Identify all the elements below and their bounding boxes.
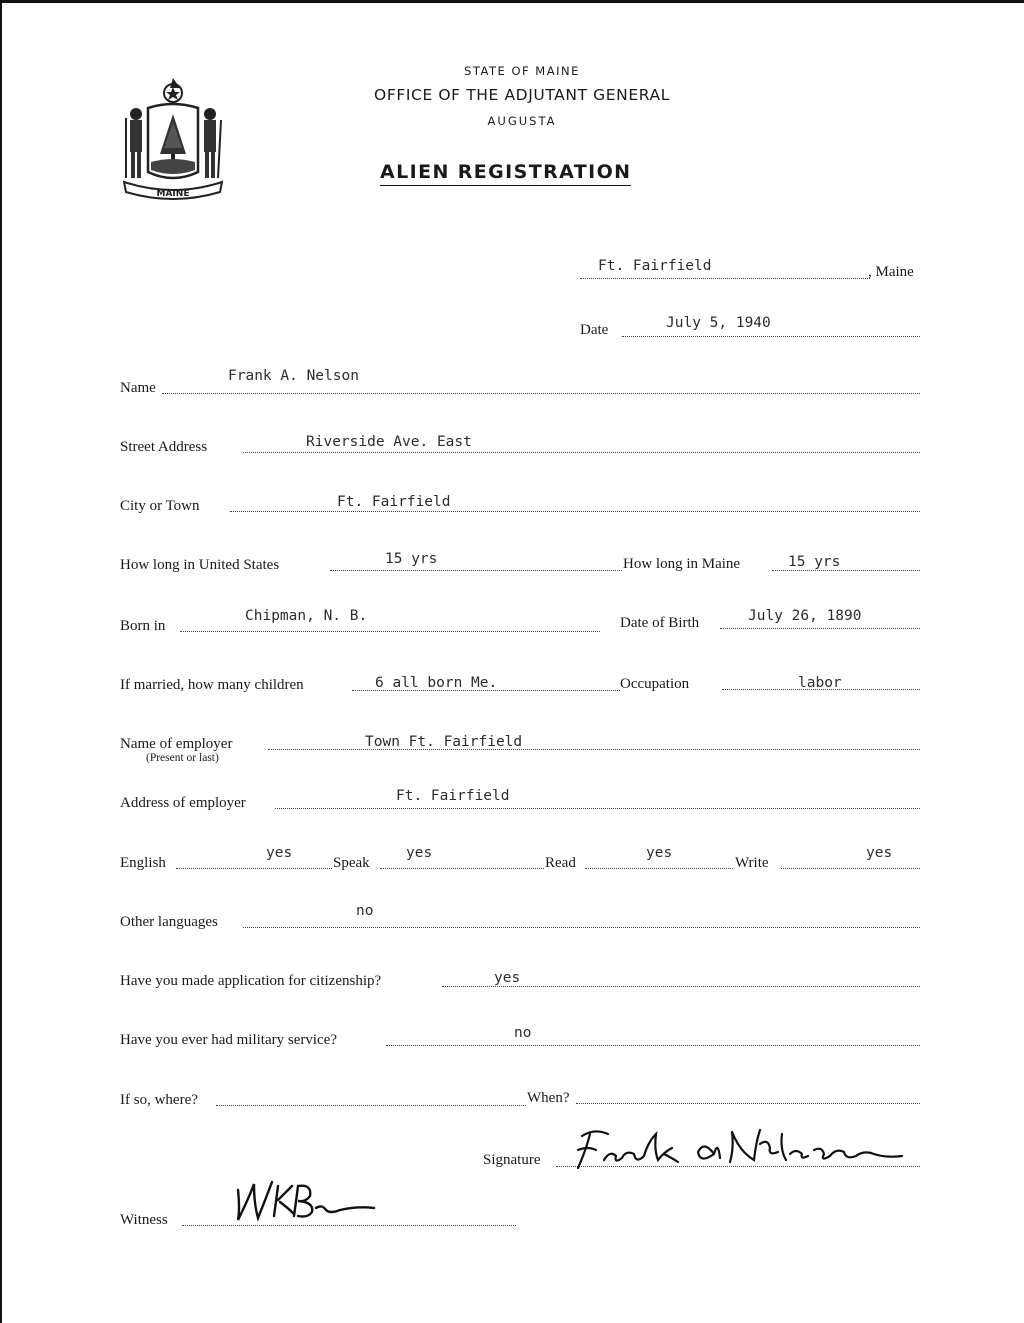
dotted-fill-line — [230, 511, 920, 512]
citizenship-value: yes — [494, 970, 521, 986]
dotted-fill-line — [380, 868, 544, 869]
children-value: 6 all born Me. — [375, 675, 498, 691]
how-long-maine-value: 15 yrs — [788, 554, 841, 570]
header-state: STATE OF MAINE — [464, 64, 580, 78]
children-label: If married, how many children — [120, 677, 304, 693]
born-in-value: Chipman, N. B. — [245, 608, 368, 624]
form-title: ALIEN REGISTRATION — [380, 161, 631, 186]
dotted-fill-line — [243, 927, 920, 928]
dob-label: Date of Birth — [620, 615, 700, 631]
header-city: AUGUSTA — [487, 114, 557, 128]
city-value: Ft. Fairfield — [337, 494, 451, 510]
street-value: Riverside Ave. East — [306, 434, 472, 450]
english-value: yes — [266, 845, 293, 861]
other-languages-label: Other languages — [120, 914, 218, 930]
maine-state-seal — [118, 74, 228, 202]
read-value: yes — [646, 845, 673, 861]
signature-label: Signature — [483, 1152, 541, 1168]
dotted-fill-line — [442, 986, 920, 987]
born-in-label: Born in — [120, 618, 166, 634]
occupation-value: labor — [798, 675, 842, 691]
name-label: Name — [120, 380, 156, 396]
dotted-fill-line — [386, 1045, 920, 1046]
military-label: Have you ever had military service? — [120, 1032, 337, 1048]
place-value: Ft. Fairfield — [598, 258, 712, 274]
how-long-maine-label: How long in Maine — [623, 556, 741, 572]
citizenship-label: Have you made application for citizenship? — [120, 973, 382, 989]
occupation-label: Occupation — [620, 676, 690, 692]
write-value: yes — [866, 845, 893, 861]
employer-note: (Present or last) — [146, 752, 219, 764]
dotted-fill-line — [216, 1105, 526, 1106]
write-label: Write — [735, 855, 769, 871]
where-label: If so, where? — [120, 1092, 198, 1108]
military-value: no — [514, 1025, 532, 1041]
witness-signature — [228, 1174, 388, 1226]
dotted-fill-line — [622, 336, 920, 337]
dotted-fill-line — [176, 868, 332, 869]
dotted-fill-line — [180, 631, 600, 632]
employer-address-label: Address of employer — [120, 795, 246, 811]
employer-value: Town Ft. Fairfield — [365, 734, 523, 750]
when-label: When? — [527, 1090, 570, 1106]
dotted-fill-line — [772, 570, 920, 571]
read-label: Read — [545, 855, 576, 871]
employer-address-value: Ft. Fairfield — [396, 788, 510, 804]
header-office: OFFICE OF THE ADJUTANT GENERAL — [374, 86, 670, 104]
maine-label: , Maine — [868, 264, 914, 280]
dotted-fill-line — [162, 393, 920, 394]
dotted-fill-line — [580, 278, 870, 279]
date-label: Date — [580, 322, 609, 338]
city-label: City or Town — [120, 498, 200, 514]
dotted-fill-line — [781, 868, 920, 869]
speak-label: Speak — [333, 855, 370, 871]
how-long-us-label: How long in United States — [120, 557, 280, 573]
dotted-fill-line — [585, 868, 733, 869]
dotted-fill-line — [330, 570, 622, 571]
seal-banner-text: MAINE — [156, 189, 190, 199]
dotted-fill-line — [576, 1103, 920, 1104]
date-value: July 5, 1940 — [666, 315, 771, 331]
english-label: English — [120, 855, 166, 871]
dob-value: July 26, 1890 — [748, 608, 862, 624]
witness-label: Witness — [120, 1212, 168, 1228]
street-label: Street Address — [120, 439, 208, 455]
dotted-fill-line — [243, 452, 920, 453]
name-value: Frank A. Nelson — [228, 368, 359, 384]
dotted-fill-line — [275, 808, 920, 809]
other-languages-value: no — [356, 903, 374, 919]
employer-label: Name of employer — [120, 736, 233, 752]
applicant-signature — [564, 1124, 914, 1174]
dotted-fill-line — [720, 628, 920, 629]
how-long-us-value: 15 yrs — [385, 551, 438, 567]
speak-value: yes — [406, 845, 433, 861]
